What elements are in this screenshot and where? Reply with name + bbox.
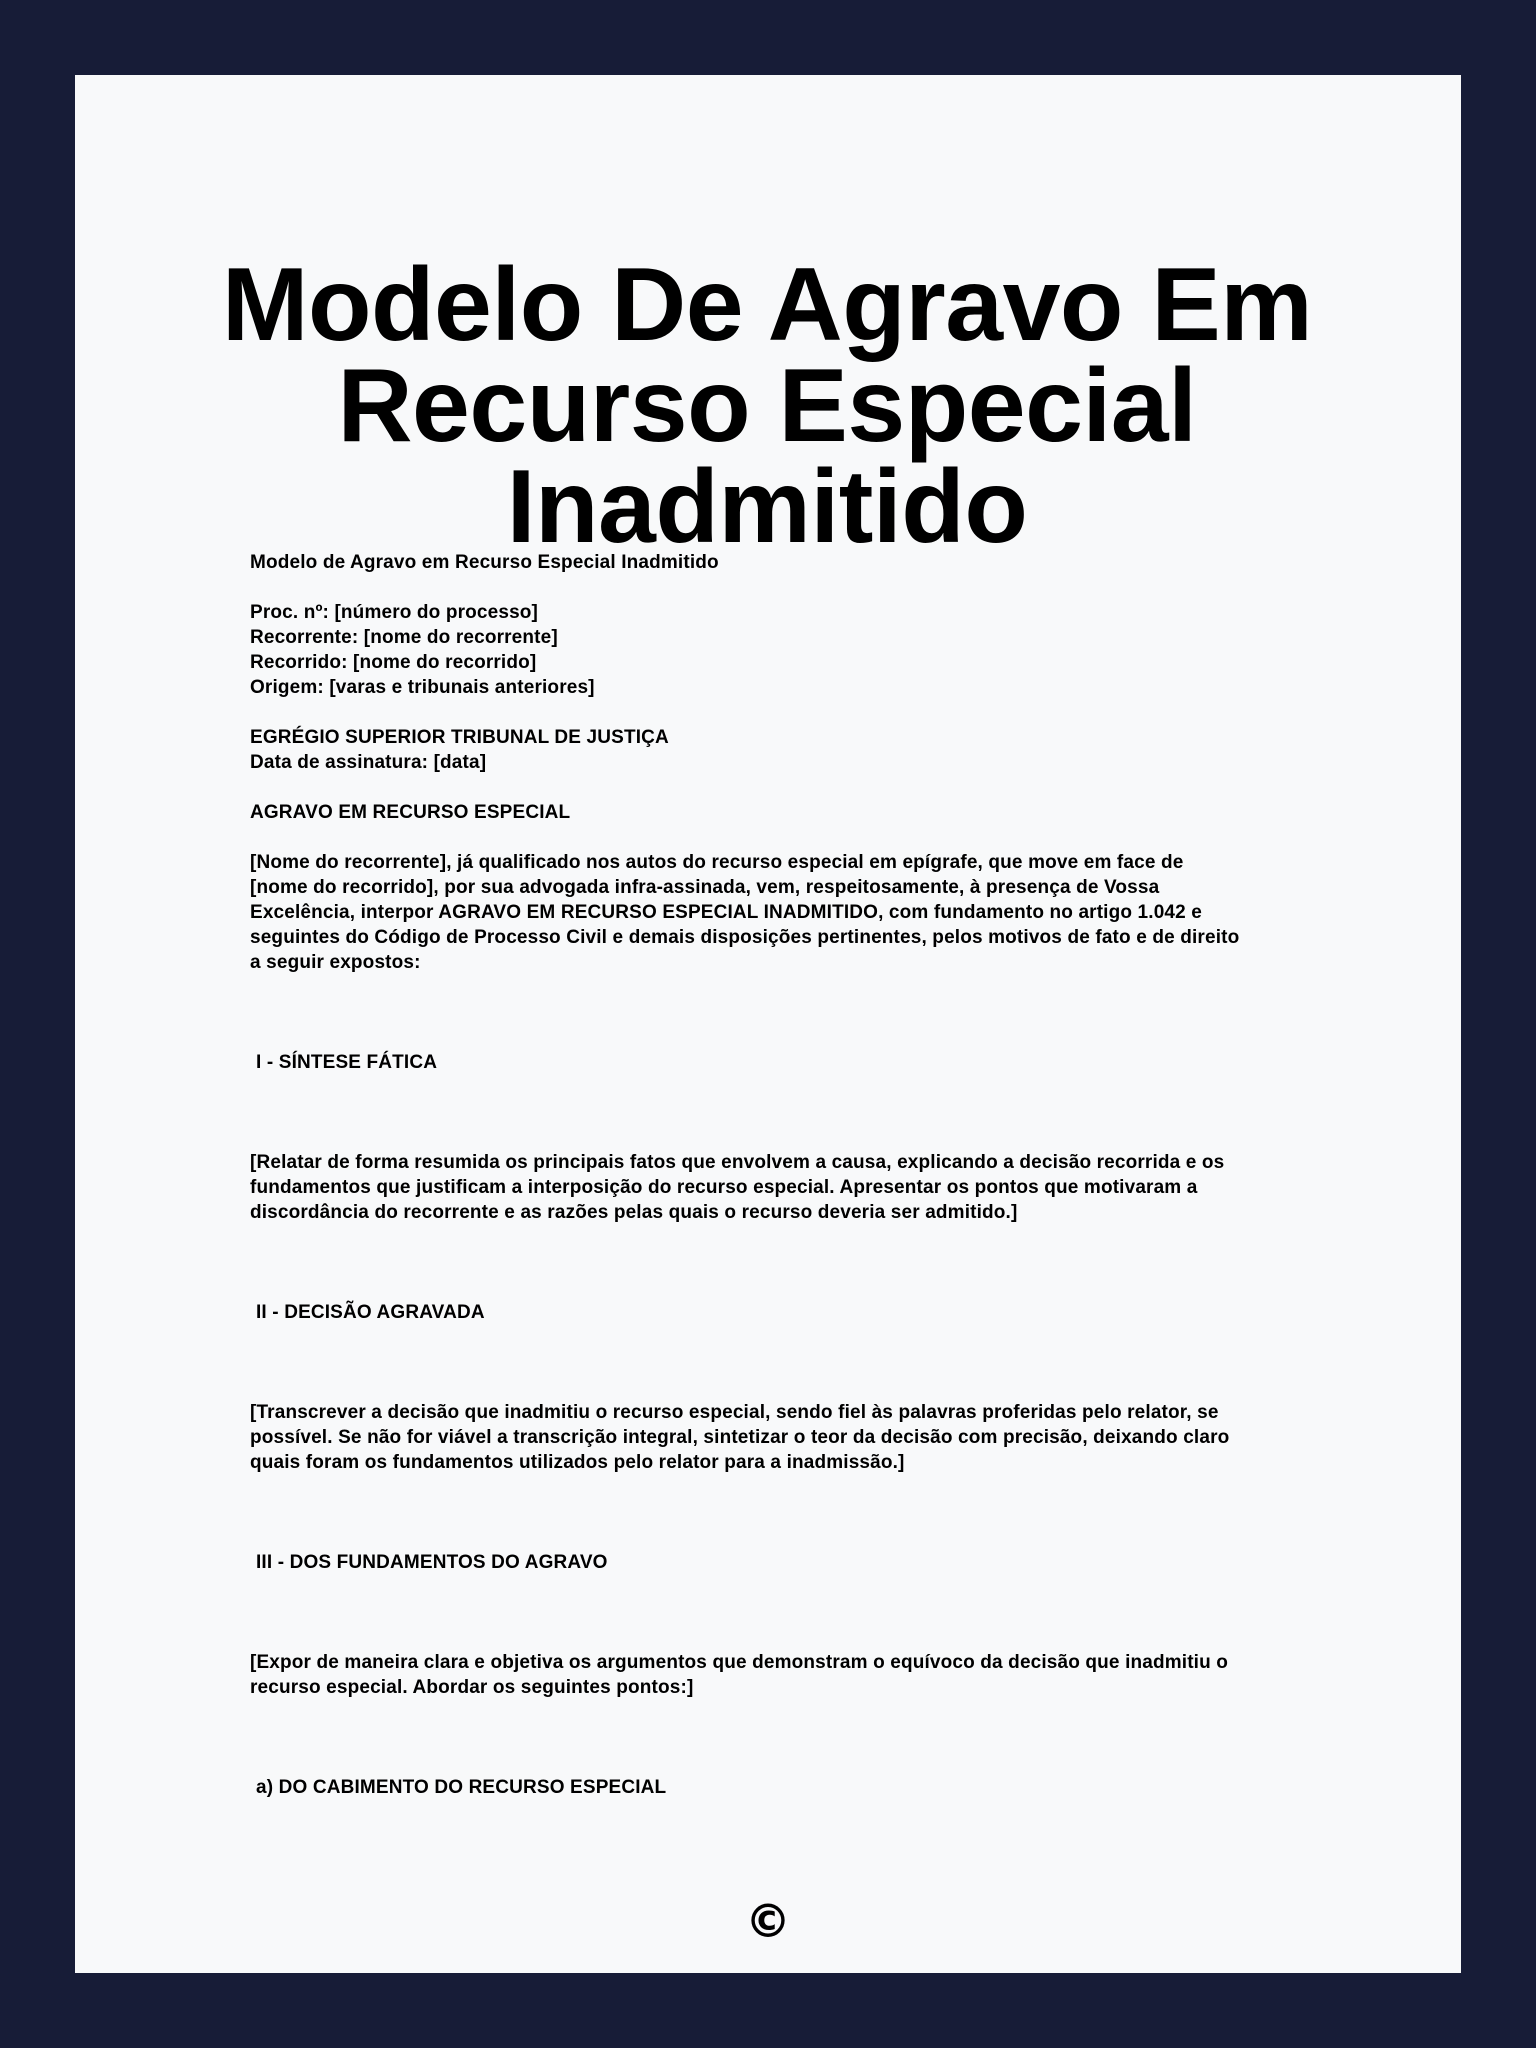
page-title-line-2: Recurso Especial Inadmitido [337,348,1197,565]
appellant-field: Recorrente: [nome do recorrente] [250,627,558,648]
process-number: Proc. nº: [número do processo] [250,602,539,623]
intro-line: a seguir expostos: [250,952,421,973]
section-heading-fundamentos: III - DOS FUNDAMENTOS DO AGRAVO [256,1552,608,1573]
page-title-line-1: Modelo De Agravo Em [221,247,1313,363]
case-info-block [250,600,1290,700]
section-body-line: quais foram os fundamentos utilizados pelo relator para a inadmissão.] [250,1452,905,1473]
copyright-icon: © [745,1894,791,1948]
section-body-line: possível. Se não for viável a transcrição integral, sintetizar o teor da decisão com precisão, deixando claro [250,1427,1230,1448]
document-body [250,550,1290,1800]
section-body-line: discordância do recorrente e as razões pelas quais o recurso deveria ser admitido.] [250,1202,1018,1223]
section-heading-sintese: I - SÍNTESE FÁTICA [256,1052,438,1073]
section-body-sintese [250,1150,1290,1225]
origin-field: Origem: [varas e tribunais anteriores] [250,677,595,698]
intro-line: seguintes do Código de Processo Civil e demais disposições pertinentes, pelos motivos de fato e de direito [250,927,1240,948]
intro-line: [Nome do recorrente], já qualificado nos autos do recurso especial em epígrafe, que move em face de [250,852,1184,873]
section-body-line: [Relatar de forma resumida os principais fatos que envolvem a causa, explicando a decisão recorrida e os [250,1152,1225,1173]
section-body-line: fundamentos que justificam a interposição do recurso especial. Apresentar os pontos que motivaram a [250,1177,1198,1198]
document-page [75,75,1461,1973]
section-body-line: [Expor de maneira clara e objetiva os argumentos que demonstram o equívoco da decisão que inadmitiu o [250,1652,1229,1673]
appellee-field: Recorrido: [nome do recorrido] [250,652,537,673]
court-block [250,725,1290,775]
section-body-line: recurso especial. Abordar os seguintes pontos:] [250,1677,694,1698]
court-name: EGRÉGIO SUPERIOR TRIBUNAL DE JUSTIÇA [250,727,669,748]
signature-date: Data de assinatura: [data] [250,752,487,773]
petition-title: AGRAVO EM RECURSO ESPECIAL [250,802,571,823]
section-heading-decisao: II - DECISÃO AGRAVADA [256,1302,485,1323]
section-body-decisao [250,1400,1290,1475]
subsection-heading-cabimento: a) DO CABIMENTO DO RECURSO ESPECIAL [256,1777,667,1798]
section-body-line: [Transcrever a decisão que inadmitiu o recurso especial, sendo fiel às palavras proferidas pelo relator, se [250,1402,1219,1423]
document-subtitle: Modelo de Agravo em Recurso Especial Inadmitido [250,552,719,573]
intro-line: Excelência, interpor AGRAVO EM RECURSO ESPECIAL INADMITIDO, com fundamento no artigo 1.042 e [250,902,1202,923]
section-body-fundamentos [250,1650,1290,1700]
intro-paragraph [250,850,1290,975]
page-title [67,247,1467,565]
intro-line: [nome do recorrido], por sua advogada infra-assinada, vem, respeitosamente, à presença de Vossa [250,877,1160,898]
